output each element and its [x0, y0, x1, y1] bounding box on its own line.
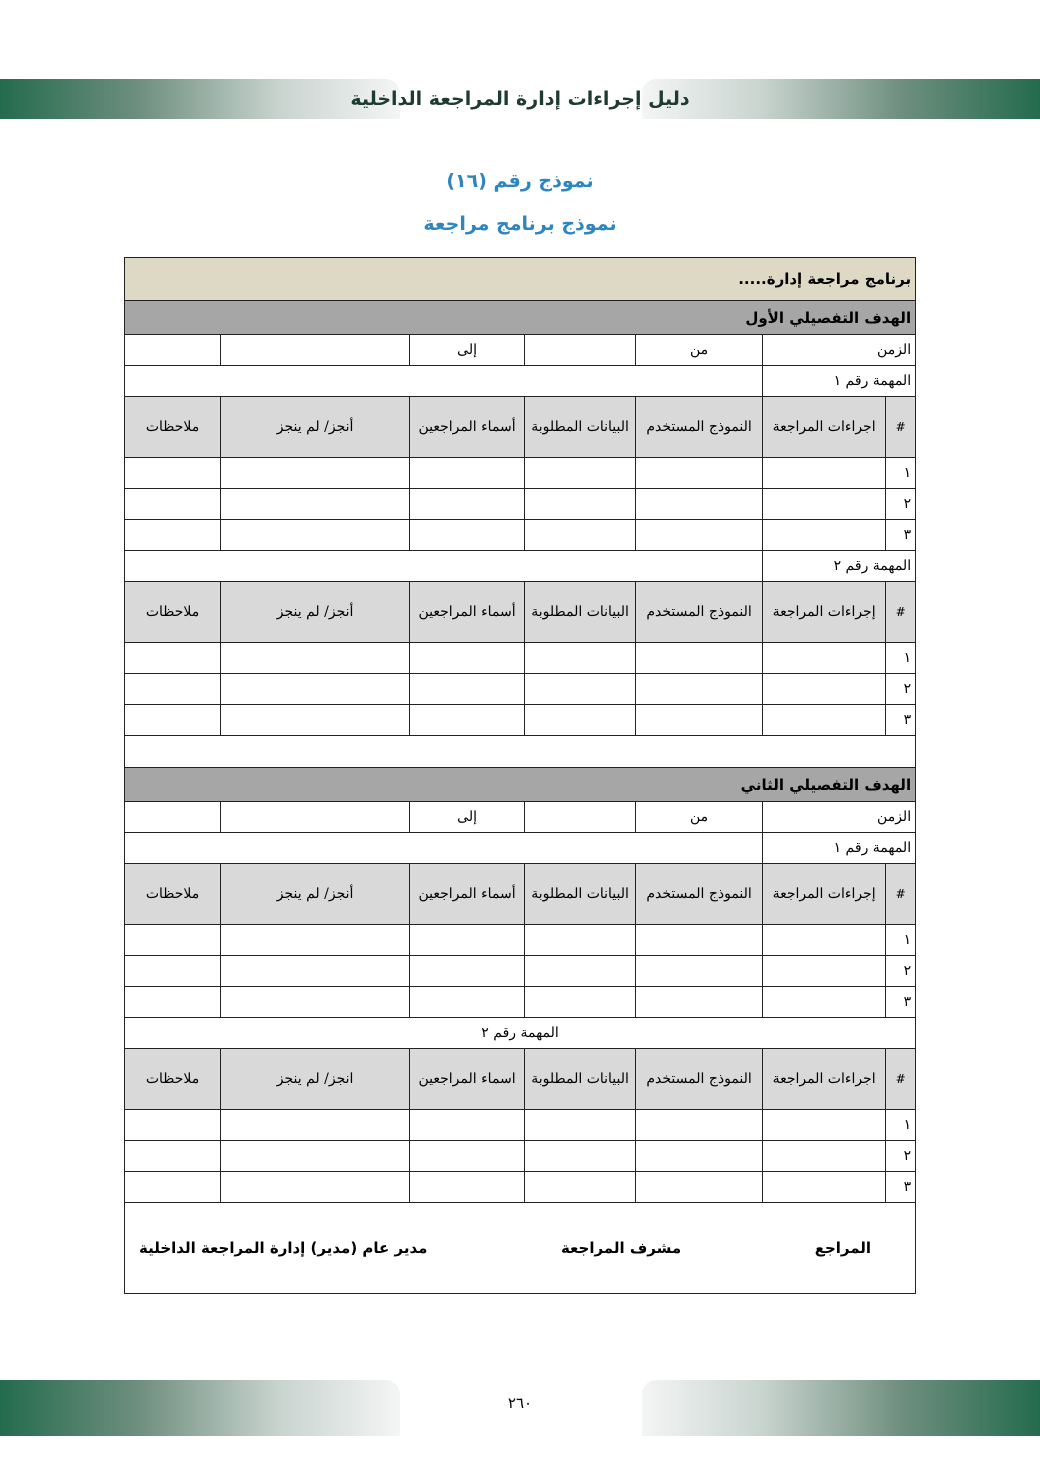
column-header: أسماء المراجعين: [410, 864, 525, 925]
column-header: اجراءات المراجعة: [763, 1049, 886, 1110]
entry-cell[interactable]: [525, 705, 636, 736]
row-number: ٢: [886, 489, 916, 520]
column-header: #: [886, 397, 916, 458]
entry-cell[interactable]: [636, 489, 763, 520]
table-row: [125, 458, 916, 489]
column-header: اسماء المراجعين: [410, 1049, 525, 1110]
task-row: [125, 551, 916, 582]
time-row: [125, 335, 916, 366]
column-header: البيانات المطلوبة: [525, 397, 636, 458]
signature-row: [125, 1203, 916, 1294]
entry-cell[interactable]: [636, 925, 763, 956]
column-header: اجراءات المراجعة: [763, 397, 886, 458]
entry-cell[interactable]: [763, 925, 886, 956]
entry-cell[interactable]: [525, 987, 636, 1018]
row-number: ٢: [886, 956, 916, 987]
entry-cell[interactable]: [636, 987, 763, 1018]
table-row: [125, 705, 916, 736]
entry-cell[interactable]: [410, 956, 525, 987]
task-label: المهمة رقم ١: [763, 366, 916, 397]
column-header: أنجز/ لم ينجز: [221, 864, 410, 925]
entry-cell[interactable]: [636, 1110, 763, 1141]
task-row: [125, 833, 916, 864]
entry-cell[interactable]: [763, 705, 886, 736]
entry-cell[interactable]: [221, 925, 410, 956]
column-header-row: [125, 582, 916, 643]
entry-cell[interactable]: [410, 705, 525, 736]
objective-title: الهدف التفصيلي الأول: [125, 301, 916, 335]
from-label: من: [636, 335, 763, 366]
table-row: [125, 987, 916, 1018]
entry-cell[interactable]: [221, 705, 410, 736]
objective-title-row: [125, 768, 916, 802]
column-header: أسماء المراجعين: [410, 582, 525, 643]
spacer-cell: [125, 736, 916, 768]
table-row: [125, 1141, 916, 1172]
entry-cell[interactable]: [525, 458, 636, 489]
entry-cell[interactable]: [525, 520, 636, 551]
entry-cell[interactable]: [636, 674, 763, 705]
entry-cell[interactable]: [221, 1172, 410, 1203]
table-row: [125, 674, 916, 705]
column-header-row: [125, 1049, 916, 1110]
entry-cell[interactable]: [410, 1172, 525, 1203]
time-extra-cell[interactable]: [125, 802, 221, 833]
table-row: [125, 520, 916, 551]
from-label: من: [636, 802, 763, 833]
time-label: الزمن: [763, 802, 916, 833]
column-header: ملاحظات: [125, 1049, 221, 1110]
form-number: نموذج رقم (١٦): [446, 170, 594, 192]
entry-cell[interactable]: [763, 674, 886, 705]
column-header: أنجز/ لم ينجز: [221, 582, 410, 643]
entry-cell[interactable]: [221, 489, 410, 520]
to-label: إلى: [410, 802, 525, 833]
signature-label: المراجع: [814, 1239, 872, 1257]
column-header: البيانات المطلوبة: [525, 1049, 636, 1110]
entry-cell[interactable]: [221, 643, 410, 674]
time-row: [125, 802, 916, 833]
column-header: البيانات المطلوبة: [525, 582, 636, 643]
entry-cell[interactable]: [125, 987, 221, 1018]
column-header: ملاحظات: [125, 864, 221, 925]
table-row: [125, 1172, 916, 1203]
from-value-cell[interactable]: [525, 802, 636, 833]
row-number: ٢: [886, 1141, 916, 1172]
entry-cell[interactable]: [763, 520, 886, 551]
to-value-cell[interactable]: [221, 335, 410, 366]
audit-program-table: [124, 257, 916, 1294]
row-number: ٣: [886, 520, 916, 551]
entry-cell[interactable]: [636, 1172, 763, 1203]
objective-title: الهدف التفصيلي الثاني: [125, 768, 916, 802]
entry-cell[interactable]: [763, 643, 886, 674]
column-header: #: [886, 1049, 916, 1110]
column-header: ملاحظات: [125, 582, 221, 643]
row-number: ١: [886, 1110, 916, 1141]
entry-cell[interactable]: [525, 674, 636, 705]
column-header-row: [125, 397, 916, 458]
entry-cell[interactable]: [125, 1172, 221, 1203]
row-number: ٣: [886, 987, 916, 1018]
entry-cell[interactable]: [410, 643, 525, 674]
column-header: #: [886, 582, 916, 643]
entry-cell[interactable]: [410, 1141, 525, 1172]
row-number: ٣: [886, 1172, 916, 1203]
entry-cell[interactable]: [763, 1110, 886, 1141]
program-title: برنامج مراجعة إدارة.....: [125, 258, 916, 301]
entry-cell[interactable]: [763, 458, 886, 489]
spacer-row: [125, 736, 916, 768]
task-label: المهمة رقم ١: [763, 833, 916, 864]
row-number: ١: [886, 925, 916, 956]
entry-cell[interactable]: [125, 458, 221, 489]
page-number: ٢٦٠: [507, 1394, 533, 1412]
entry-cell[interactable]: [221, 987, 410, 1018]
entry-cell[interactable]: [636, 520, 763, 551]
to-value-cell[interactable]: [221, 802, 410, 833]
task-row: [125, 366, 916, 397]
entry-cell[interactable]: [525, 643, 636, 674]
entry-cell[interactable]: [763, 1141, 886, 1172]
row-number: ١: [886, 458, 916, 489]
entry-cell[interactable]: [525, 1141, 636, 1172]
document-title: دليل إجراءات إدارة المراجعة الداخلية: [350, 88, 690, 110]
entry-cell[interactable]: [125, 643, 221, 674]
column-header: النموذج المستخدم: [636, 397, 763, 458]
entry-cell[interactable]: [525, 925, 636, 956]
column-header: أنجز/ لم ينجز: [221, 397, 410, 458]
entry-cell[interactable]: [221, 1141, 410, 1172]
entry-cell[interactable]: [221, 674, 410, 705]
entry-cell[interactable]: [125, 1141, 221, 1172]
column-header: النموذج المستخدم: [636, 1049, 763, 1110]
signature-label: مشرف المراجعة: [560, 1239, 682, 1257]
entry-cell[interactable]: [636, 705, 763, 736]
objective-title-row: [125, 301, 916, 335]
entry-cell[interactable]: [125, 1110, 221, 1141]
row-number: ١: [886, 643, 916, 674]
table-row: [125, 489, 916, 520]
signature-label: مدير عام (مدير) إدارة المراجعة الداخلية: [139, 1239, 428, 1257]
table-row: [125, 1110, 916, 1141]
column-header: #: [886, 864, 916, 925]
table-row: [125, 643, 916, 674]
task-label: المهمة رقم ٢: [763, 551, 916, 582]
entry-cell[interactable]: [410, 1110, 525, 1141]
entry-cell[interactable]: [763, 489, 886, 520]
column-header: النموذج المستخدم: [636, 864, 763, 925]
entry-cell[interactable]: [636, 643, 763, 674]
entry-cell[interactable]: [410, 458, 525, 489]
entry-cell[interactable]: [636, 458, 763, 489]
task-row: [125, 1018, 916, 1049]
column-header: إجراءات المراجعة: [763, 582, 886, 643]
row-number: ٣: [886, 705, 916, 736]
entry-cell[interactable]: [410, 489, 525, 520]
time-extra-cell[interactable]: [125, 335, 221, 366]
entry-cell[interactable]: [125, 705, 221, 736]
entry-cell[interactable]: [125, 520, 221, 551]
signature-cell: [125, 1203, 916, 1294]
entry-cell[interactable]: [763, 987, 886, 1018]
column-header: ملاحظات: [125, 397, 221, 458]
column-header: البيانات المطلوبة: [525, 864, 636, 925]
to-label: إلى: [410, 335, 525, 366]
from-value-cell[interactable]: [525, 335, 636, 366]
column-header: إجراءات المراجعة: [763, 864, 886, 925]
entry-cell[interactable]: [410, 925, 525, 956]
entry-cell[interactable]: [636, 1141, 763, 1172]
entry-cell[interactable]: [221, 458, 410, 489]
column-header: انجز/ لم ينجز: [221, 1049, 410, 1110]
entry-cell[interactable]: [525, 956, 636, 987]
entry-cell[interactable]: [125, 674, 221, 705]
time-label: الزمن: [763, 335, 916, 366]
entry-cell[interactable]: [525, 1110, 636, 1141]
entry-cell[interactable]: [525, 1172, 636, 1203]
column-header: النموذج المستخدم: [636, 582, 763, 643]
column-header-row: [125, 864, 916, 925]
entry-cell[interactable]: [636, 956, 763, 987]
entry-cell[interactable]: [125, 925, 221, 956]
signatures: [129, 1239, 911, 1257]
entry-cell[interactable]: [410, 520, 525, 551]
task-blank-cell: [125, 366, 763, 397]
entry-cell[interactable]: [221, 1110, 410, 1141]
entry-cell[interactable]: [221, 520, 410, 551]
task-blank-cell: [125, 833, 763, 864]
task-blank-cell: [125, 551, 763, 582]
entry-cell[interactable]: [410, 674, 525, 705]
table-row: [125, 925, 916, 956]
column-header: أسماء المراجعين: [410, 397, 525, 458]
row-number: ٢: [886, 674, 916, 705]
entry-cell[interactable]: [125, 956, 221, 987]
table-row: [125, 956, 916, 987]
entry-cell[interactable]: [410, 987, 525, 1018]
form-name: نموذج برنامج مراجعة: [423, 213, 617, 235]
entry-cell[interactable]: [525, 489, 636, 520]
entry-cell[interactable]: [221, 956, 410, 987]
program-title-row: [125, 258, 916, 301]
entry-cell[interactable]: [763, 956, 886, 987]
task-label: المهمة رقم ٢: [125, 1018, 916, 1049]
entry-cell[interactable]: [125, 489, 221, 520]
entry-cell[interactable]: [763, 1172, 886, 1203]
